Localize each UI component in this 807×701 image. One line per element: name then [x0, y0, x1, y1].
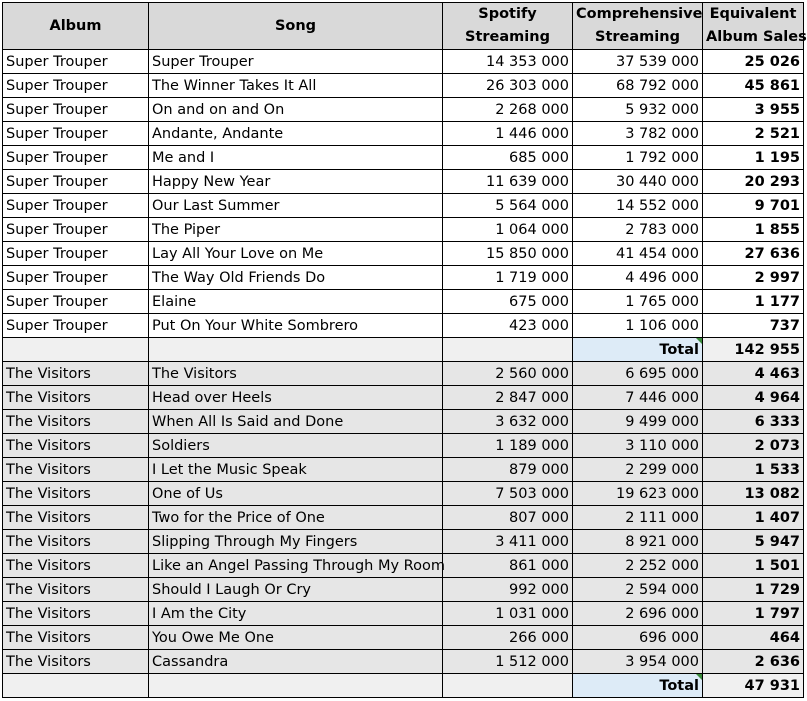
cell-equivalent-album-sales[interactable]: 4 463 — [703, 362, 804, 386]
cell-comprehensive-streaming[interactable]: 2 299 000 — [573, 458, 703, 482]
cell-song[interactable]: You Owe Me One — [149, 626, 443, 650]
cell-equivalent-album-sales[interactable]: 1 855 — [703, 218, 804, 242]
cell-comprehensive-streaming[interactable]: 41 454 000 — [573, 242, 703, 266]
cell-song[interactable]: Slipping Through My Fingers — [149, 530, 443, 554]
sales-table — [2, 2, 807, 698]
cell-song[interactable]: Elaine — [149, 290, 443, 314]
cell-album[interactable]: Super Trouper — [3, 218, 149, 242]
cell-song[interactable]: Super Trouper — [149, 50, 443, 74]
cell-spotify-streaming[interactable]: 266 000 — [443, 626, 573, 650]
cell-equivalent-album-sales[interactable]: 45 861 — [703, 74, 804, 98]
cell-song[interactable]: Andante, Andante — [149, 122, 443, 146]
cell-song[interactable]: Like an Angel Passing Through My Room — [149, 554, 443, 578]
cell-equivalent-album-sales[interactable]: 9 701 — [703, 194, 804, 218]
table-row — [3, 122, 804, 146]
cell-equivalent-album-sales[interactable]: 2 073 — [703, 434, 804, 458]
cell-comprehensive-streaming[interactable]: 5 932 000 — [573, 98, 703, 122]
cell-album[interactable]: Super Trouper — [3, 266, 149, 290]
cell-equivalent-album-sales[interactable]: 2 636 — [703, 650, 804, 674]
cell-equivalent-album-sales[interactable]: 2 997 — [703, 266, 804, 290]
total-label[interactable]: Total — [573, 674, 703, 698]
cell-album[interactable]: The Visitors — [3, 410, 149, 434]
table-row — [3, 578, 804, 602]
cell-comprehensive-streaming[interactable]: 30 440 000 — [573, 170, 703, 194]
cell-equivalent-album-sales[interactable]: 6 333 — [703, 410, 804, 434]
table-row — [3, 386, 804, 410]
cell-comprehensive-streaming[interactable]: 2 252 000 — [573, 554, 703, 578]
cell-spotify-streaming[interactable]: 1 031 000 — [443, 602, 573, 626]
cell-album[interactable]: Super Trouper — [3, 290, 149, 314]
cell-song[interactable]: Me and I — [149, 146, 443, 170]
table-row — [3, 362, 804, 386]
cell-spotify-streaming[interactable]: 5 564 000 — [443, 194, 573, 218]
cell-spotify-streaming[interactable]: 3 632 000 — [443, 410, 573, 434]
cell-spotify-streaming[interactable]: 15 850 000 — [443, 242, 573, 266]
table-row — [3, 290, 804, 314]
cell-spotify-streaming[interactable]: 685 000 — [443, 146, 573, 170]
header-album[interactable]: Album — [3, 3, 149, 50]
cell-spotify-streaming[interactable]: 1 719 000 — [443, 266, 573, 290]
total-row — [3, 674, 804, 698]
cell-song[interactable]: On and on and On — [149, 98, 443, 122]
cell-album[interactable]: The Visitors — [3, 458, 149, 482]
table-row — [3, 74, 804, 98]
cell-album[interactable]: Super Trouper — [3, 50, 149, 74]
cell-spotify-streaming[interactable]: 1 189 000 — [443, 434, 573, 458]
header-comprehensive[interactable]: Comprehensive Streaming — [573, 3, 703, 50]
cell-album[interactable]: The Visitors — [3, 434, 149, 458]
cell-equivalent-album-sales[interactable]: 1 407 — [703, 506, 804, 530]
cell-spotify-streaming[interactable]: 2 268 000 — [443, 98, 573, 122]
header-row — [3, 3, 804, 50]
cell-album[interactable]: The Visitors — [3, 626, 149, 650]
cell-equivalent-album-sales[interactable]: 1 729 — [703, 578, 804, 602]
table-row — [3, 506, 804, 530]
table-row — [3, 50, 804, 74]
header-song[interactable]: Song — [149, 3, 443, 50]
cell-spotify-streaming[interactable]: 675 000 — [443, 290, 573, 314]
cell-album[interactable]: Super Trouper — [3, 314, 149, 338]
cell-equivalent-album-sales[interactable]: 1 501 — [703, 554, 804, 578]
cell-spotify-streaming[interactable]: 7 503 000 — [443, 482, 573, 506]
cell-spotify-streaming[interactable]: 2 560 000 — [443, 362, 573, 386]
cell-comprehensive-streaming[interactable]: 1 765 000 — [573, 290, 703, 314]
cell-song[interactable]: Should I Laugh Or Cry — [149, 578, 443, 602]
table-row — [3, 314, 804, 338]
cell-comprehensive-streaming[interactable]: 3 110 000 — [573, 434, 703, 458]
total-row — [3, 338, 804, 362]
cell-comprehensive-streaming[interactable]: 19 623 000 — [573, 482, 703, 506]
cell-equivalent-album-sales[interactable]: 20 293 — [703, 170, 804, 194]
cell-empty-album[interactable] — [3, 338, 149, 362]
cell-spotify-streaming[interactable]: 26 303 000 — [443, 74, 573, 98]
table-row — [3, 218, 804, 242]
table-row — [3, 98, 804, 122]
cell-album[interactable]: Super Trouper — [3, 122, 149, 146]
cell-comprehensive-streaming[interactable]: 8 921 000 — [573, 530, 703, 554]
cell-equivalent-album-sales[interactable]: 13 082 — [703, 482, 804, 506]
cell-song[interactable]: The Piper — [149, 218, 443, 242]
cell-equivalent-album-sales[interactable]: 1 195 — [703, 146, 804, 170]
cell-song[interactable]: Put On Your White Sombrero — [149, 314, 443, 338]
table-row — [3, 266, 804, 290]
cell-song[interactable]: I Let the Music Speak — [149, 458, 443, 482]
cell-album[interactable]: Super Trouper — [3, 74, 149, 98]
cell-album[interactable]: The Visitors — [3, 602, 149, 626]
cell-album[interactable]: The Visitors — [3, 554, 149, 578]
cell-empty-song[interactable] — [149, 674, 443, 698]
table-row — [3, 626, 804, 650]
cell-album[interactable]: The Visitors — [3, 386, 149, 410]
table-row — [3, 146, 804, 170]
cell-equivalent-album-sales[interactable]: 4 964 — [703, 386, 804, 410]
table-row — [3, 410, 804, 434]
cell-comprehensive-streaming[interactable]: 2 783 000 — [573, 218, 703, 242]
cell-album[interactable]: Super Trouper — [3, 194, 149, 218]
cell-song[interactable]: The Winner Takes It All — [149, 74, 443, 98]
total-label[interactable]: Total — [573, 338, 703, 362]
cell-empty-spotify[interactable] — [443, 674, 573, 698]
cell-album[interactable]: Super Trouper — [3, 98, 149, 122]
cell-comprehensive-streaming[interactable]: 4 496 000 — [573, 266, 703, 290]
header-equivalent[interactable]: Equivalent Album Sales — [703, 3, 804, 50]
cell-spotify-streaming[interactable]: 992 000 — [443, 578, 573, 602]
table-row — [3, 434, 804, 458]
cell-album[interactable]: The Visitors — [3, 362, 149, 386]
total-value[interactable]: 142 955 — [703, 338, 804, 362]
cell-equivalent-album-sales[interactable]: 737 — [703, 314, 804, 338]
cell-comprehensive-streaming[interactable]: 1 106 000 — [573, 314, 703, 338]
cell-song[interactable]: The Visitors — [149, 362, 443, 386]
cell-album[interactable]: The Visitors — [3, 482, 149, 506]
cell-equivalent-album-sales[interactable]: 1 797 — [703, 602, 804, 626]
cell-empty-song[interactable] — [149, 338, 443, 362]
table-row — [3, 194, 804, 218]
cell-song[interactable]: One of Us — [149, 482, 443, 506]
cell-empty-spotify[interactable] — [443, 338, 573, 362]
header-spotify[interactable]: Spotify Streaming — [443, 3, 573, 50]
table-row — [3, 242, 804, 266]
cell-song[interactable]: Cassandra — [149, 650, 443, 674]
cell-album[interactable]: Super Trouper — [3, 146, 149, 170]
cell-album[interactable]: The Visitors — [3, 530, 149, 554]
cell-spotify-streaming[interactable]: 1 446 000 — [443, 122, 573, 146]
table-row — [3, 650, 804, 674]
cell-song[interactable]: Happy New Year — [149, 170, 443, 194]
cell-comprehensive-streaming[interactable]: 14 552 000 — [573, 194, 703, 218]
cell-spotify-streaming[interactable]: 11 639 000 — [443, 170, 573, 194]
cell-empty-album[interactable] — [3, 674, 149, 698]
cell-spotify-streaming[interactable]: 1 512 000 — [443, 650, 573, 674]
table-row — [3, 602, 804, 626]
cell-song[interactable]: When All Is Said and Done — [149, 410, 443, 434]
cell-comprehensive-streaming[interactable]: 6 695 000 — [573, 362, 703, 386]
table-row — [3, 458, 804, 482]
cell-equivalent-album-sales[interactable]: 1 533 — [703, 458, 804, 482]
cell-album[interactable]: The Visitors — [3, 578, 149, 602]
cell-comprehensive-streaming[interactable]: 2 111 000 — [573, 506, 703, 530]
cell-equivalent-album-sales[interactable]: 1 177 — [703, 290, 804, 314]
cell-spotify-streaming[interactable]: 1 064 000 — [443, 218, 573, 242]
cell-album[interactable]: Super Trouper — [3, 170, 149, 194]
table-row — [3, 554, 804, 578]
cell-comprehensive-streaming[interactable]: 3 782 000 — [573, 122, 703, 146]
cell-equivalent-album-sales[interactable]: 27 636 — [703, 242, 804, 266]
cell-song[interactable]: Head over Heels — [149, 386, 443, 410]
table-row — [3, 530, 804, 554]
cell-song[interactable]: Soldiers — [149, 434, 443, 458]
cell-album[interactable]: The Visitors — [3, 650, 149, 674]
cell-album[interactable]: Super Trouper — [3, 242, 149, 266]
cell-spotify-streaming[interactable]: 423 000 — [443, 314, 573, 338]
cell-comprehensive-streaming[interactable]: 2 696 000 — [573, 602, 703, 626]
cell-song[interactable]: Two for the Price of One — [149, 506, 443, 530]
cell-equivalent-album-sales[interactable]: 464 — [703, 626, 804, 650]
cell-equivalent-album-sales[interactable]: 25 026 — [703, 50, 804, 74]
cell-comprehensive-streaming[interactable]: 696 000 — [573, 626, 703, 650]
table-row — [3, 482, 804, 506]
cell-spotify-streaming[interactable]: 14 353 000 — [443, 50, 573, 74]
cell-comprehensive-streaming[interactable]: 2 594 000 — [573, 578, 703, 602]
cell-spotify-streaming[interactable]: 807 000 — [443, 506, 573, 530]
table-row — [3, 170, 804, 194]
cell-comprehensive-streaming[interactable]: 37 539 000 — [573, 50, 703, 74]
cell-equivalent-album-sales[interactable]: 5 947 — [703, 530, 804, 554]
cell-spotify-streaming[interactable]: 879 000 — [443, 458, 573, 482]
cell-album[interactable]: The Visitors — [3, 506, 149, 530]
cell-equivalent-album-sales[interactable]: 3 955 — [703, 98, 804, 122]
cell-song[interactable]: Our Last Summer — [149, 194, 443, 218]
cell-comprehensive-streaming[interactable]: 3 954 000 — [573, 650, 703, 674]
cell-spotify-streaming[interactable]: 2 847 000 — [443, 386, 573, 410]
cell-comprehensive-streaming[interactable]: 68 792 000 — [573, 74, 703, 98]
total-value[interactable]: 47 931 — [703, 674, 804, 698]
cell-comprehensive-streaming[interactable]: 1 792 000 — [573, 146, 703, 170]
table-body — [3, 50, 804, 698]
cell-song[interactable]: I Am the City — [149, 602, 443, 626]
cell-equivalent-album-sales[interactable]: 2 521 — [703, 122, 804, 146]
cell-spotify-streaming[interactable]: 3 411 000 — [443, 530, 573, 554]
cell-comprehensive-streaming[interactable]: 9 499 000 — [573, 410, 703, 434]
cell-comprehensive-streaming[interactable]: 7 446 000 — [573, 386, 703, 410]
cell-spotify-streaming[interactable]: 861 000 — [443, 554, 573, 578]
cell-song[interactable]: Lay All Your Love on Me — [149, 242, 443, 266]
cell-song[interactable]: The Way Old Friends Do — [149, 266, 443, 290]
